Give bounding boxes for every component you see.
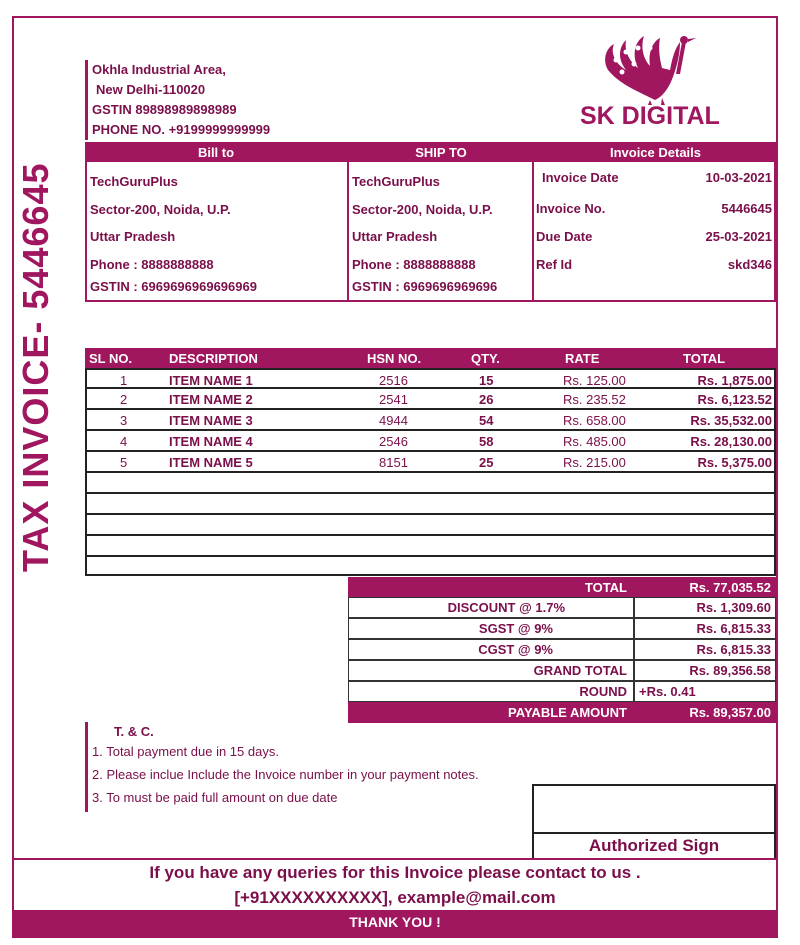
col-sl: SL NO. [89, 351, 133, 366]
divider [85, 300, 776, 302]
sgst-value: Rs. 6,815.33 [696, 621, 771, 636]
cell-description: ITEM NAME 2 [169, 392, 253, 407]
cell-qty: 15 [479, 373, 494, 388]
totals-row-sgst [348, 618, 776, 639]
table-row [85, 410, 776, 431]
grand-total-label: GRAND TOTAL [533, 663, 627, 678]
contact-message: If you have any queries for this Invoice please contact to us . [149, 863, 641, 882]
cell-total: Rs. 28,130.00 [690, 434, 772, 449]
divider [532, 832, 776, 834]
address-header-bar [85, 142, 776, 162]
table-row-empty [85, 515, 776, 536]
cell-qty: 26 [479, 392, 494, 407]
round-label: ROUND [579, 684, 627, 699]
due-date-value: 25-03-2021 [705, 229, 772, 244]
discount-label: DISCOUNT @ 1.7% [447, 600, 565, 615]
totals-row-total [348, 577, 776, 598]
cell-rate: Rs. 125.00 [563, 373, 626, 388]
round-value: +Rs. 0.41 [639, 684, 696, 699]
ship-to-phone: Phone : 8888888888 [352, 257, 476, 272]
totals-row-discount [348, 597, 776, 618]
total-label: TOTAL [584, 580, 627, 595]
table-row-empty [85, 494, 776, 515]
cell-rate: Rs. 215.00 [563, 455, 626, 470]
sgst-label: SGST @ 9% [478, 621, 553, 636]
divider [85, 142, 87, 302]
cell-rate: Rs. 658.00 [563, 413, 626, 428]
ref-id-label: Ref Id [536, 257, 573, 272]
ship-to-name: TechGuruPlus [352, 174, 440, 189]
cell-hsn: 2546 [379, 434, 408, 449]
payable-label: PAYABLE AMOUNT [508, 705, 627, 720]
divider [532, 142, 534, 302]
cell-total: Rs. 6,123.52 [697, 392, 772, 407]
invoice-details-heading: Invoice Details [609, 145, 702, 160]
peacock-icon [600, 30, 700, 105]
address-line-2: New Delhi-110020 [96, 82, 206, 97]
cell-total: Rs. 1,875.00 [697, 373, 772, 388]
table-row-empty [85, 536, 776, 557]
cell-description: ITEM NAME 3 [169, 413, 253, 428]
contact-details: [+91XXXXXXXXXX], example@mail.com [234, 888, 556, 907]
company-address [85, 60, 270, 140]
cell-hsn: 2541 [379, 392, 408, 407]
cell-sl: 1 [120, 373, 128, 388]
totals-row-round [348, 681, 776, 702]
invoice-no-label: Invoice No. [536, 201, 606, 216]
total-value: Rs. 77,035.52 [689, 580, 771, 595]
col-total: TOTAL [683, 351, 726, 366]
table-row [85, 389, 776, 410]
discount-value: Rs. 1,309.60 [696, 600, 771, 615]
ship-to-street: Sector-200, Noida, U.P. [352, 202, 493, 217]
invoice-title: TAX INVOICE- 5446645 [15, 162, 56, 572]
cell-rate: Rs. 485.00 [563, 434, 626, 449]
bill-to-street: Sector-200, Noida, U.P. [90, 202, 231, 217]
cell-qty: 58 [479, 434, 494, 449]
invoice-no-value: 5446645 [721, 201, 772, 216]
grand-total-value: Rs. 89,356.58 [689, 663, 771, 678]
totals-row-payable [348, 702, 776, 723]
divider [774, 142, 776, 302]
bill-to-phone: Phone : 8888888888 [90, 257, 214, 272]
company-gstin: GSTIN 89898989898989 [92, 102, 237, 117]
totals-row-cgst [348, 639, 776, 660]
table-row [85, 431, 776, 452]
invoice-date-value: 10-03-2021 [705, 170, 772, 185]
cell-qty: 54 [479, 413, 494, 428]
terms-heading: T. & C. [114, 724, 154, 739]
address-line-1: Okhla Industrial Area, [92, 62, 226, 77]
brand-name: SK DIGITAL [580, 102, 720, 130]
cell-description: ITEM NAME 1 [169, 373, 253, 388]
terms-item: 1. Total payment due in 15 days. [92, 744, 279, 759]
due-date-label: Due Date [536, 229, 593, 244]
cell-hsn: 8151 [379, 455, 408, 470]
cell-sl: 4 [120, 434, 128, 449]
bill-to-state: Uttar Pradesh [90, 229, 176, 244]
terms-item: 2. Please inclue Include the Invoice number in your payment notes. [92, 767, 479, 782]
cell-sl: 5 [120, 455, 128, 470]
table-row [85, 368, 776, 389]
invoice-date-label: Invoice Date [542, 170, 619, 185]
ship-to-heading: SHIP TO [415, 145, 467, 160]
col-hsn: HSN NO. [367, 351, 422, 366]
table-row [85, 452, 776, 473]
cell-hsn: 2516 [379, 373, 408, 388]
cell-description: ITEM NAME 4 [169, 434, 253, 449]
divider [347, 142, 349, 302]
payable-value: Rs. 89,357.00 [689, 705, 771, 720]
cell-rate: Rs. 235.52 [563, 392, 626, 407]
bill-to-name: TechGuruPlus [90, 174, 178, 189]
cgst-value: Rs. 6,815.33 [696, 642, 771, 657]
cell-qty: 25 [479, 455, 494, 470]
cell-sl: 3 [120, 413, 128, 428]
table-row-empty [85, 557, 776, 576]
ship-to-state: Uttar Pradesh [352, 229, 438, 244]
cell-total: Rs. 35,532.00 [690, 413, 772, 428]
cgst-label: CGST @ 9% [478, 642, 553, 657]
terms-item: 3. To must be paid full amount on due date [92, 790, 338, 805]
authorized-sign-label: Authorized Sign [588, 836, 720, 855]
ship-to-gstin: GSTIN : 6969696969696 [352, 279, 498, 294]
col-description: DESCRIPTION [169, 351, 258, 366]
totals-row-grand-total [348, 660, 776, 681]
items-table-header [85, 348, 776, 368]
col-rate: RATE [565, 351, 600, 366]
divider [12, 858, 778, 860]
col-qty: QTY. [471, 351, 500, 366]
thank-you-banner: THANK YOU ! [12, 910, 778, 936]
bill-to-gstin: GSTIN : 6969696969696969 [90, 279, 257, 294]
cell-hsn: 4944 [379, 413, 408, 428]
cell-sl: 2 [120, 392, 128, 407]
bill-to-heading: Bill to [197, 145, 235, 160]
terms-block [85, 722, 479, 812]
cell-total: Rs. 5,375.00 [697, 455, 772, 470]
cell-description: ITEM NAME 5 [169, 455, 253, 470]
company-phone: PHONE NO. +9199999999999 [92, 122, 271, 137]
ref-id-value: skd346 [727, 257, 772, 272]
table-row-empty [85, 473, 776, 494]
